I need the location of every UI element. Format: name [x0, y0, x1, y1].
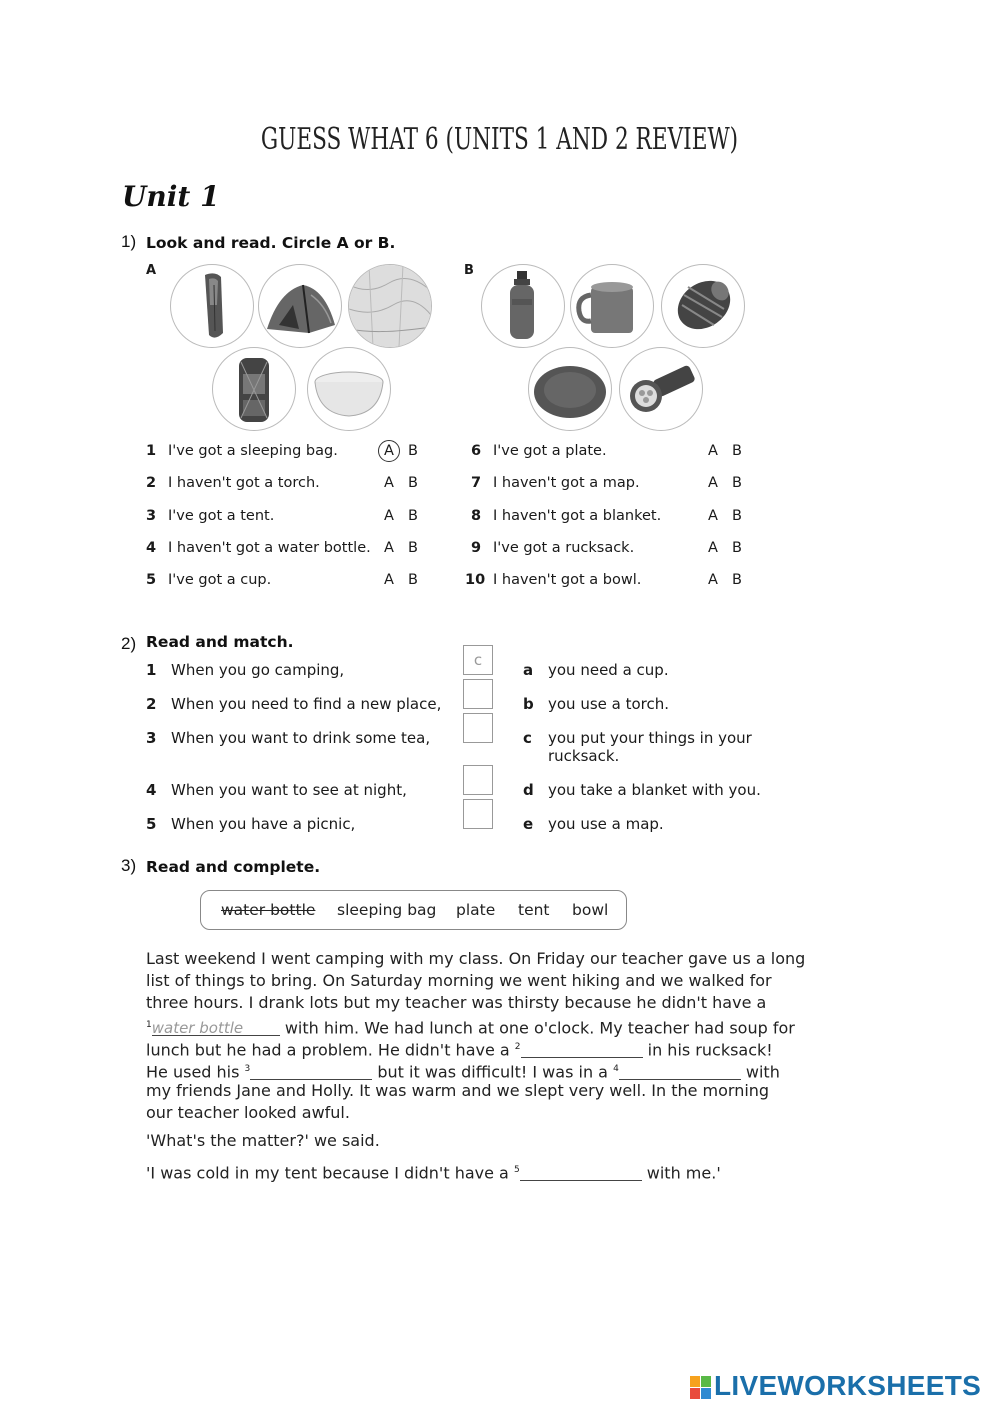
blank-1[interactable] [152, 1017, 280, 1036]
option-a-5[interactable]: A [384, 572, 394, 588]
option-a-7[interactable]: A [708, 475, 718, 491]
map-picture [348, 264, 432, 348]
option-a-2[interactable]: A [384, 475, 394, 491]
option-a-8[interactable]: A [708, 508, 718, 524]
group-a-label: A [146, 263, 157, 278]
blank-1-input[interactable] [152, 1019, 280, 1037]
blank-2[interactable] [521, 1039, 643, 1058]
ex3-number: 3) [121, 856, 137, 875]
story-line: $^1$water bottle with him. We had lunch at one o'clock. My teacher had soup for [146, 1014, 795, 1039]
option-b-5[interactable]: B [408, 572, 418, 588]
story-line: He used his $^3$ but it was difficult! I was in a $^4$ with [146, 1062, 780, 1082]
story-line: my friends Jane and Holly. It was warm and we slept very well. In the morning [146, 1081, 770, 1100]
ex3-instruction: Read and complete. [146, 858, 321, 876]
word-bank-item: tent [518, 901, 550, 919]
plate-picture [528, 347, 612, 431]
option-a-10[interactable]: A [708, 572, 718, 588]
group-b-label: B [464, 263, 474, 278]
logo-icon [690, 1376, 712, 1400]
match-answer-input-1[interactable] [464, 646, 492, 674]
ex1-instruction: Look and read. Circle A or B. [146, 234, 396, 252]
match-answer-box-1[interactable] [463, 645, 493, 675]
match-answer-box-3[interactable] [463, 713, 493, 743]
match-answer-box-2[interactable] [463, 679, 493, 709]
story-line: 'What's the matter?' we said. [146, 1131, 380, 1150]
torch-picture [619, 347, 703, 431]
word-bank-item: sleeping bag [337, 901, 437, 919]
water-bottle-picture [481, 264, 565, 348]
unit-heading: Unit 1 [122, 180, 220, 213]
option-a-1[interactable]: A [378, 440, 400, 462]
match-answer-input-4[interactable] [464, 766, 492, 794]
option-a-9[interactable]: A [708, 540, 718, 556]
rucksack-picture [212, 347, 296, 431]
match-answer-input-2[interactable] [464, 680, 492, 708]
blank-5-input[interactable] [520, 1164, 642, 1182]
option-b-1[interactable]: B [408, 443, 418, 459]
story-line: list of things to bring. On Saturday morning we went hiking and we walked for [146, 971, 772, 990]
match-answer-input-5[interactable] [464, 800, 492, 828]
option-b-4[interactable]: B [408, 540, 418, 556]
word-bank [200, 890, 627, 930]
option-b-2[interactable]: B [408, 475, 418, 491]
blank-4[interactable] [619, 1061, 741, 1080]
option-a-6[interactable]: A [708, 443, 718, 459]
option-b-6[interactable]: B [732, 443, 742, 459]
ex1-number: 1) [121, 232, 137, 251]
logo-text: LIVEWORKSHEETS [714, 1370, 982, 1401]
option-a-3[interactable]: A [384, 508, 394, 524]
option-b-9[interactable]: B [732, 540, 742, 556]
match-answer-input-3[interactable] [464, 714, 492, 742]
bowl-picture [307, 347, 391, 431]
match-answer-box-4[interactable] [463, 765, 493, 795]
word-bank-item: plate [456, 901, 496, 919]
ex2-number: 2) [121, 634, 137, 653]
story-line: 'I was cold in my tent because I didn't have a $^5$ with me.' [146, 1163, 721, 1183]
page-title: GUESS WHAT 6 (UNITS 1 AND 2 REVIEW) [260, 122, 739, 157]
story-line: three hours. I drank lots but my teacher was thirsty because he didn't have a [146, 993, 767, 1012]
ex2-instruction: Read and match. [146, 633, 294, 651]
option-a-4[interactable]: A [384, 540, 394, 556]
match-answer-box-5[interactable] [463, 799, 493, 829]
option-b-8[interactable]: B [732, 508, 742, 524]
blank-3-input[interactable] [250, 1063, 372, 1081]
blank-3[interactable] [250, 1061, 372, 1080]
story-line: Last weekend I went camping with my class. On Friday our teacher gave us a long [146, 949, 806, 968]
blank-5[interactable] [520, 1162, 642, 1181]
blanket-picture [661, 264, 745, 348]
story-line: lunch but he had a problem. He didn't have a $^2$ in his rucksack! [146, 1040, 773, 1060]
tent-picture [258, 264, 342, 348]
story-line: our teacher looked awful. [146, 1103, 350, 1122]
cup-picture [570, 264, 654, 348]
word-bank-item: bowl [572, 901, 609, 919]
option-b-10[interactable]: B [732, 572, 742, 588]
blank-4-input[interactable] [619, 1063, 741, 1081]
option-b-7[interactable]: B [732, 475, 742, 491]
word-bank-item: water bottle [221, 901, 316, 919]
blank-2-input[interactable] [521, 1041, 643, 1059]
sleeping-bag-picture [170, 264, 254, 348]
option-b-3[interactable]: B [408, 508, 418, 524]
